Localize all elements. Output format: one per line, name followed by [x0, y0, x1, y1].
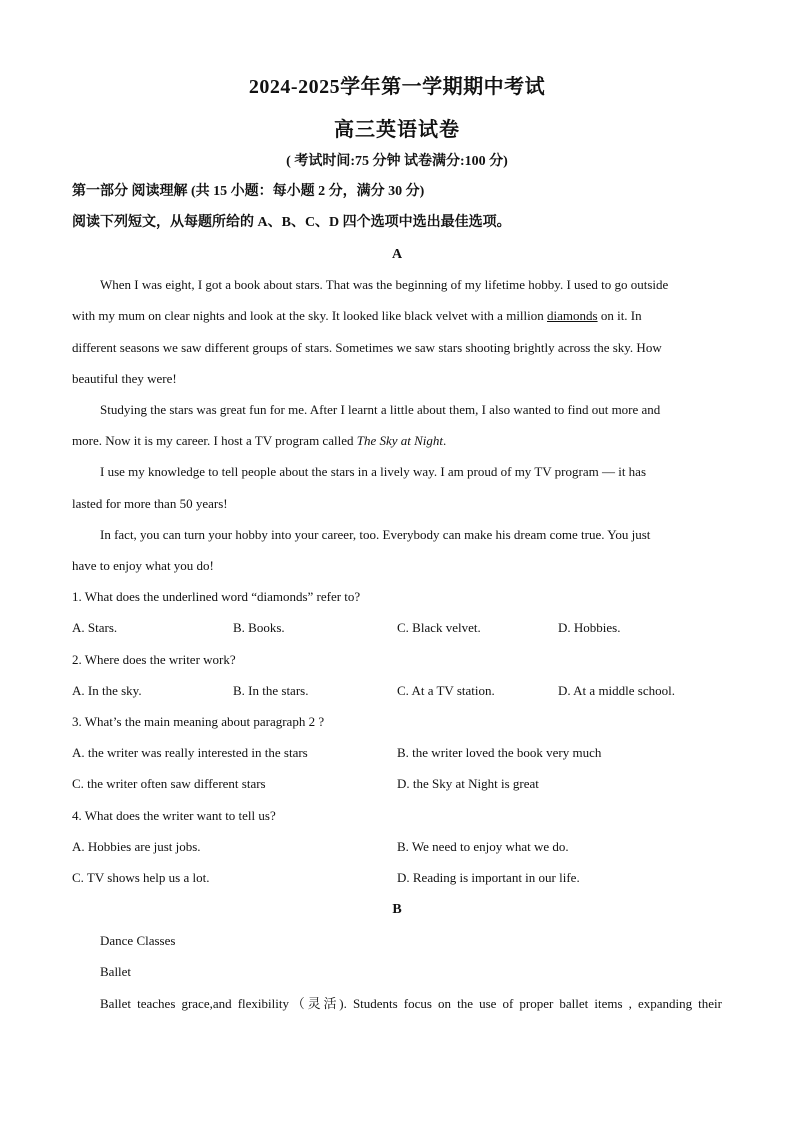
- passage-a-line: In fact, you can turn your hobby into your career, too. Everybody can make his dream come true. You just: [100, 527, 651, 542]
- passage-b-subheading: Ballet: [100, 964, 132, 979]
- option-b[interactable]: B. In the stars.: [233, 683, 309, 698]
- section-instruction: 阅读下列短文，从每题所给的 A、B、C、D 四个选项中选出最佳选项。: [72, 215, 511, 230]
- passage-a-line: different seasons we saw different groups of stars. Sometimes we saw stars shooting brightly across the sky. How: [72, 340, 662, 355]
- option-d[interactable]: D. the Sky at Night is great: [397, 776, 539, 791]
- option-a[interactable]: A. Stars.: [72, 620, 118, 635]
- passage-a-line: [72, 432, 722, 449]
- option-b[interactable]: B. We need to enjoy what we do.: [397, 839, 569, 854]
- passage-a-line: I use my knowledge to tell people about the stars in a lively way. I am proud of my TV program — it has: [100, 464, 647, 479]
- question-stem: 4. What does the writer want to tell us?: [72, 808, 276, 823]
- passage-a-line: beautiful they were!: [72, 371, 177, 386]
- option-d[interactable]: D. Reading is important in our life.: [397, 870, 580, 885]
- passage-a-line: [72, 307, 722, 324]
- passage-b-letter: B: [392, 902, 402, 917]
- question-stem: 1. What does the underlined word “diamonds” refer to?: [72, 589, 361, 604]
- question-stem: 3. What’s the main meaning about paragraph 2 ?: [72, 714, 325, 729]
- section-heading: 第一部分 阅读理解 (共 15 小题：每小题 2 分，满分 30 分): [72, 184, 425, 199]
- passage-a-line: lasted for more than 50 years!: [72, 496, 228, 511]
- exam-subtitle: 高三英语试卷: [334, 119, 460, 141]
- program-title: The Sky at Night: [356, 433, 444, 448]
- passage-b-title: Dance Classes: [100, 933, 176, 948]
- option-a[interactable]: A. Hobbies are just jobs.: [72, 839, 201, 854]
- passage-a-text: more. Now it is my career. I host a TV program called: [72, 433, 357, 448]
- passage-b-line: Ballet teaches grace,and flexibility（灵活). Students focus on the use of proper ballet items , expanding their: [100, 996, 722, 1011]
- passage-a-line: have to enjoy what you do!: [72, 558, 214, 573]
- question-stem: 2. Where does the writer work?: [72, 652, 236, 667]
- option-c[interactable]: C. Black velvet.: [397, 620, 481, 635]
- exam-title: 2024-2025学年第一学期期中考试: [248, 76, 546, 98]
- option-c[interactable]: C. At a TV station.: [397, 683, 495, 698]
- option-a[interactable]: A. the writer was really interested in the stars: [72, 745, 308, 760]
- exam-info: ( 考试时间:75 分钟 试卷满分:100 分): [286, 154, 508, 169]
- passage-a-line: When I was eight, I got a book about stars. That was the beginning of my lifetime hobby. I used to go outside: [100, 277, 669, 292]
- passage-a-letter: A: [391, 247, 403, 262]
- option-c[interactable]: C. TV shows help us a lot.: [72, 870, 210, 885]
- option-a[interactable]: A. In the sky.: [72, 683, 142, 698]
- passage-a-line: Studying the stars was great fun for me. After I learnt a little about them, I also wanted to find out more and: [100, 402, 661, 417]
- passage-a-text: on it. In: [597, 308, 642, 323]
- option-c[interactable]: C. the writer often saw different stars: [72, 776, 266, 791]
- option-d[interactable]: D. At a middle school.: [558, 683, 675, 698]
- underlined-word: diamonds: [547, 308, 598, 323]
- passage-a-text: with my mum on clear nights and look at the sky. It looked like black velvet with a million: [72, 308, 548, 323]
- passage-a-text: .: [443, 433, 447, 448]
- option-b[interactable]: B. the writer loved the book very much: [397, 745, 602, 760]
- option-d[interactable]: D. Hobbies.: [558, 620, 621, 635]
- option-b[interactable]: B. Books.: [233, 620, 285, 635]
